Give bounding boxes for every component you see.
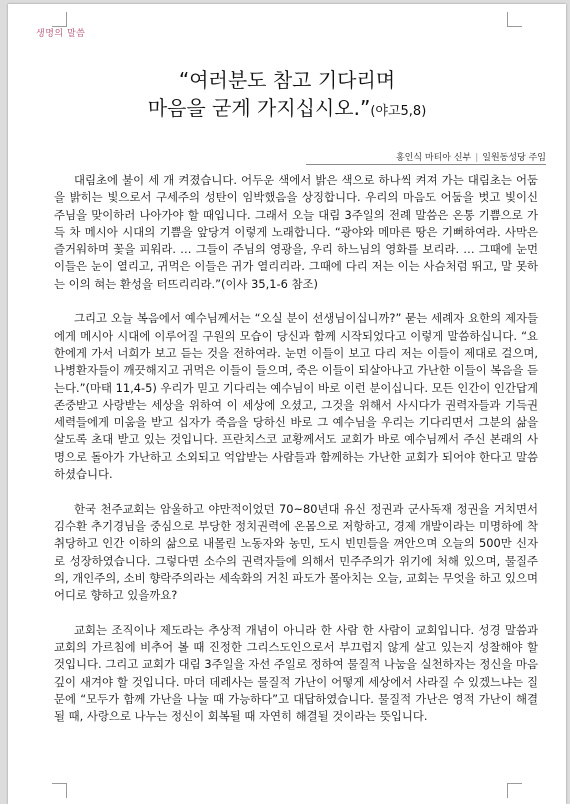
- title-line-2-wrapper: [8, 94, 566, 126]
- paragraph: 교회는 조직이나 제도라는 추상적 개념이 아니라 한 사람 한 사람이 교회입니다. 성경 말씀과 교회의 가르침에 비추어 볼 때 진정한 그리스도인으로서 부끄럽지 않게 살고 있는지 성찰해야 할 것입니다. 그리고 교회가 대림 3주일을 자선 주일로 정하여 물질적 나눔을 실천하자는 정신을 마음 깊이 새겨야 할 것입니다. 마더 데레사는 물질적 가난이 어떻게 세상에서 사라질 수 있겠느냐는 질문에 “모두가 함께 가난을 나눌 때 가능하다”고 대답하였습니다. 물질적 가난은 영적 가난이 해결될 때, 사랑으로 나누는 정신이 회복될 때 자연히 해결될 것이라는 뜻입니다.: [54, 622, 538, 724]
- page-title: [8, 66, 566, 126]
- author-separator: |: [475, 153, 479, 163]
- crop-mark-bottom-right: [507, 783, 522, 798]
- title-line-1: “여러분도 참고 기다리며: [178, 68, 396, 92]
- author-underline: [306, 164, 546, 165]
- paragraph: 한국 천주교회는 암울하고 야만적이었던 70~80년대 유신 정권과 군사독재 정권을 거치면서 김수환 추기경님을 중심으로 부당한 정치권력에 온몸으로 저항하고, 경제 개발이라는 미명하에 착취당하고 인간 이하의 삶으로 내몰린 노동자와 농민, 도시 빈민들을 껴안으며 오늘의 500만 신자로 성장하였습니다. 그렇다면 소수의 권력자들에 의해서 민주주의가 위기에 처해 있으며, 물질주의, 개인주의, 소비 향락주의라는 세속화의 거친 파도가 몰아치는 오늘, 교회는 무엇을 하고 있으며 어디로 향하고 있을까요?: [54, 501, 538, 603]
- crop-mark-bottom-left: [52, 783, 67, 798]
- paragraph: 대림초에 불이 세 개 켜졌습니다. 어두운 색에서 밝은 색으로 하나씩 켜져 가는 대림초는 어둠을 밝히는 빛으로서 구세주의 성탄이 임박했음을 상징합니다. 우리의 마음도 어둠을 벗고 빛이신 주님을 맞이하러 나아가야 할 때입니다. 그래서 오늘 대림 3주일의 전례 말씀은 온통 기쁨으로 가득 차 메시아 시대의 기쁨을 앞당겨 이렇게 노래합니다. “광야와 메마른 땅은 기뻐하여라. 사막은 즐거워하며 꽃을 피워라. … 그들이 주님의 영광을, 우리 하느님의 영화를 보리라. … 그때에 눈먼 이들은 눈이 열리고, 귀먹은 이들은 귀가 열리리라. 그때에 다리 저는 이는 사슴처럼 뛰고, 말 못하는 이의 혀는 환성을 터뜨리리라.”(이사 35,1-6 참조): [54, 173, 538, 291]
- title-line-2: 마음을 굳게 가지십시오.”: [147, 96, 371, 120]
- author-name: 홍인식 마티아 신부: [395, 153, 472, 163]
- crop-mark-top-right: [507, 12, 522, 27]
- author-line: [396, 150, 546, 163]
- author-parish: 일원동성당 주임: [482, 153, 546, 163]
- crop-mark-top-left: [52, 12, 67, 27]
- document-page: [8, 4, 566, 804]
- scripture-reference: (야고5,8): [370, 104, 427, 119]
- paragraph: 그리고 오늘 복음에서 예수님께서는 “오실 분이 선생님이십니까?” 묻는 세례자 요한의 제자들에게 메시아 시대에 이루어질 구원의 모습이 당신과 함께 시작되었다고 이렇게 말씀하십니다. “요한에게 가서 너희가 보고 듣는 것을 전하여라. 눈먼 이들이 보고 다리 저는 이들이 제대로 걸으며, 나병환자들이 깨끗해지고 귀먹은 이들이 들으며, 죽은 이들이 되살아나고 가난한 이들이 복음을 듣는다.”(마태 11,4-5) 우리가 믿고 기다리는 예수님이 바로 이런 분이십니다. 모든 인간이 인간답게 존중받고 사랑받는 세상을 위하여 이 세상에 오셨고, 그것을 위해서 사시다가 권력자들과 기득권 세력들에게 미움을 받고 십자가 죽음을 당하신 바로 그 예수님을 우리는 기다리면서 그분의 삶을 살도록 초대 받고 있는 것입니다. 프란치스코 교황께서도 교회가 바로 예수님께서 주신 본래의 사명으로 돌아가 가난하고 소외되고 억압받는 사람들과 함께하는 가난한 교회가 되어야 한다고 말씀하셨습니다.: [54, 311, 538, 482]
- section-header: 생명의 말씀: [36, 29, 86, 39]
- article-body: [54, 172, 538, 726]
